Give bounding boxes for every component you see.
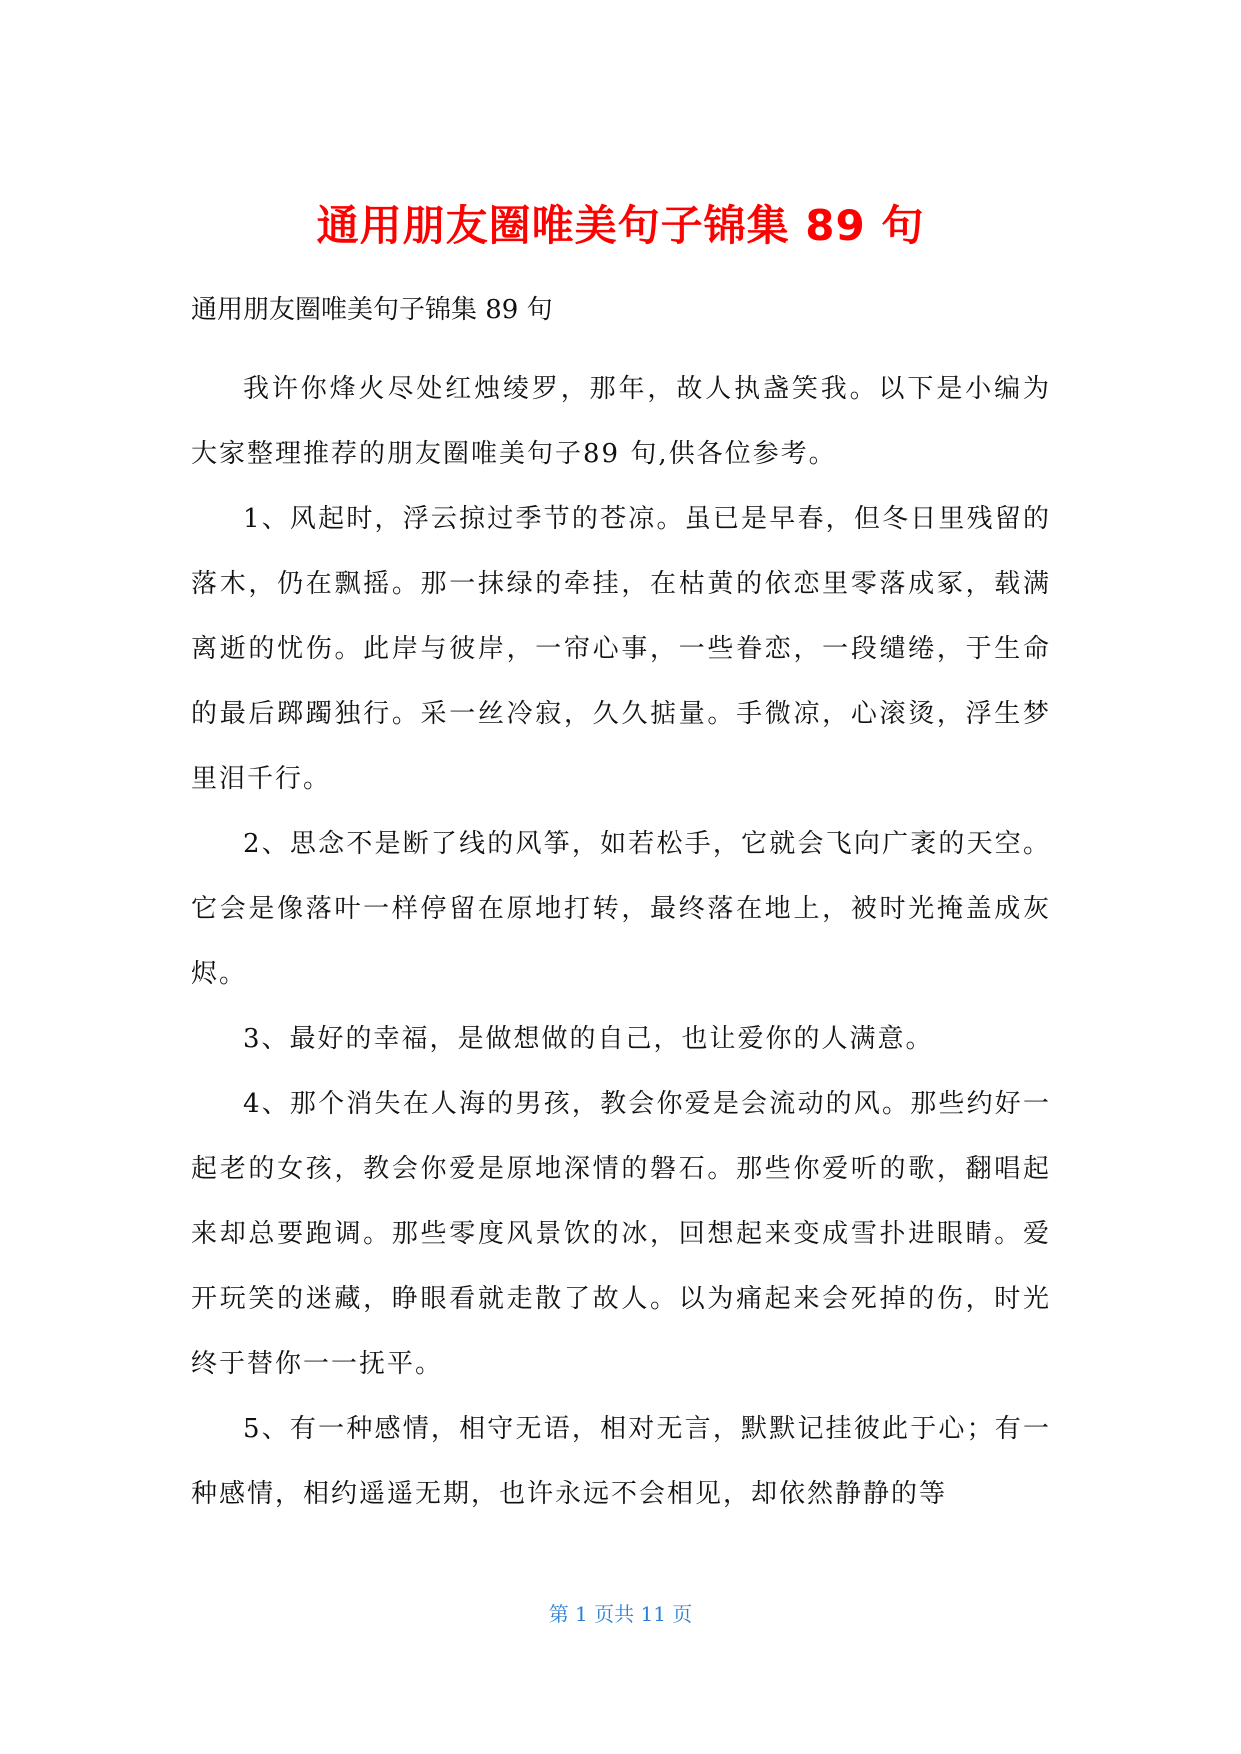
page-footer: 第 1 页共 11 页 [548, 1602, 693, 1626]
paragraph-1: 1、风起时，浮云掠过季节的苍凉。虽已是早春，但冬日里残留的落木，仍在飘摇。那一抹绿的牵挂，在枯黄的依恋里零落成冢，载满离逝的忧伤。此岸与彼岸，一帘心事，一些眷恋，一段缱绻，于生命的最后踯躅独行。采一丝冷寂，久久掂量。手微凉，心滚烫，浮生梦里泪千行。 [191, 504, 1051, 794]
paragraph-4: 4、那个消失在人海的男孩，教会你爱是会流动的风。那些约好一起老的女孩，教会你爱是原地深情的磐石。那些你爱听的歌，翻唱起来却总要跑调。那些零度风景饮的冰，回想起来变成雪扑进眼睛。爱开玩笑的迷藏，睁眼看就走散了故人。以为痛起来会死掉的伤，时光终于替你一一抚平。 [191, 1089, 1051, 1379]
paragraph-5: 5、有一种感情，相守无语，相对无言，默默记挂彼此于心；有一种感情，相约遥遥无期，也许永远不会相见，却依然静静的等 [191, 1414, 1051, 1509]
document-subtitle: 通用朋友圈唯美句子锦集 89 句 [191, 295, 553, 325]
paragraph-3: 3、最好的幸福，是做想做的自己，也让爱你的人满意。 [243, 1024, 934, 1054]
paragraph-2: 2、思念不是断了线的风筝，如若松手，它就会飞向广袤的天空。它会是像落叶一样停留在原地打转，最终落在地上，被时光掩盖成灰烬。 [191, 829, 1051, 989]
document-body [191, 357, 1051, 1527]
intro-paragraph: 我许你烽火尽处红烛绫罗，那年，故人执盏笑我。以下是小编为大家整理推荐的朋友圈唯美句子89 句,供各位参考。 [191, 374, 1051, 469]
document-title: 通用朋友圈唯美句子锦集 89 句 [316, 201, 925, 250]
